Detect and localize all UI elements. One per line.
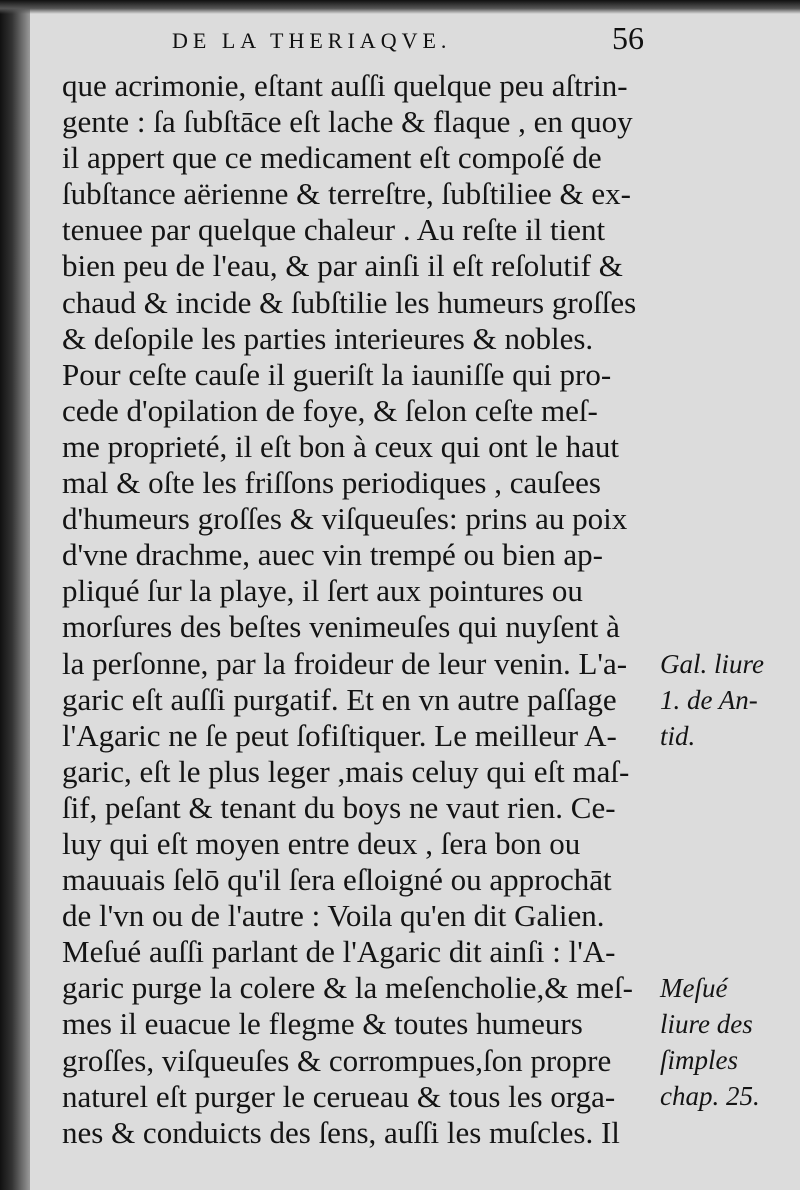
text-line: tenuee par quelque chaleur . Au reſte il tient	[62, 212, 606, 248]
text-line: groſſes, viſqueuſes & corrompues,ſon propre	[62, 1042, 612, 1078]
text-line: pliqué ſur la playe, il ſert aux pointures ou	[62, 573, 583, 609]
margin-note-line: Gal. liure	[660, 649, 764, 679]
page-top-shadow	[0, 0, 800, 14]
text-line: ſubſtance aërienne & terreſtre, ſubſtiliee & ex-	[62, 176, 631, 212]
text-line: d'vne drachme, auec vin trempé ou bien ap-	[62, 537, 603, 573]
text-line: garic eſt auſſi purgatif. Et en vn autre paſſage	[62, 681, 617, 717]
text-line: il appert que ce medicament eſt compoſé de	[62, 140, 602, 176]
text-line: luy qui eſt moyen entre deux , ſera bon ou	[62, 825, 581, 861]
text-line: Pour ceſte cauſe il gueriſt la iauniſſe qui pro-	[62, 356, 612, 392]
text-line: la perſonne, par la froideur de leur venin. L'a-	[62, 645, 628, 681]
text-line: bien peu de l'eau, & par ainſi il eſt reſolutif &	[62, 248, 623, 284]
text-line: mauuais ſelō qu'il ſera eſloigné ou approchāt	[62, 862, 612, 898]
page-number: 56	[612, 20, 644, 56]
text-line: gente : ſa ſubſtāce eſt lache & flaque , en quoy	[62, 104, 633, 140]
margin-note-line: Meſué	[660, 973, 728, 1003]
text-line: mal & oſte les friſſons periodiques , cauſees	[62, 465, 601, 501]
margin-note-line: liure des	[660, 1009, 753, 1039]
text-line: l'Agaric ne ſe peut ſofiſtiquer. Le meilleur A-	[62, 717, 617, 753]
text-line: mes il euacue le flegme & toutes humeurs	[62, 1006, 583, 1042]
page-gutter-shadow	[0, 0, 30, 1190]
text-line: que acrimonie, eſtant auſſi quelque peu aſtrin-	[62, 68, 628, 103]
text-line: morſures des beſtes venimeuſes qui nuyſent à	[62, 609, 620, 645]
text-line: cede d'opilation de foye, & ſelon ceſte meſ-	[62, 392, 598, 428]
text-line: chaud & incide & ſubſtilie les humeurs groſſes	[62, 284, 637, 320]
margin-note	[660, 646, 798, 754]
margin-note-line: tid.	[660, 721, 696, 751]
margin-note-line: 1. de An-	[660, 685, 758, 715]
text-line: ſif, peſant & tenant du boys ne vaut rien. Ce-	[62, 789, 616, 825]
text-line: & deſopile les parties interieures & nobles.	[62, 320, 594, 356]
margin-notes	[660, 646, 798, 1114]
margin-note	[660, 970, 798, 1114]
body-text	[62, 68, 662, 1151]
running-head: DE LA THERIAQVE.	[172, 28, 452, 53]
text-line: nes & conduicts des ſens, auſſi les muſcles. Il	[62, 1114, 620, 1150]
text-line: Meſué auſſi parlant de l'Agaric dit ainſi : l'A-	[62, 934, 616, 970]
text-line: naturel eſt purger le cerueau & tous les orga-	[62, 1078, 616, 1114]
margin-note-line: ſimples	[660, 1045, 738, 1075]
text-line: d'humeurs groſſes & viſqueuſes: prins au poix	[62, 501, 628, 537]
text-line: me proprieté, il eſt bon à ceux qui ont le haut	[62, 428, 619, 464]
text-line: de l'vn ou de l'autre : Voila qu'en dit Galien.	[62, 898, 605, 934]
text-line: garic purge la colere & la meſencholie,& meſ-	[62, 970, 633, 1006]
margin-note-line: chap. 25.	[660, 1081, 760, 1111]
text-line: garic, eſt le plus leger ,mais celuy qui eſt maſ-	[62, 753, 630, 789]
